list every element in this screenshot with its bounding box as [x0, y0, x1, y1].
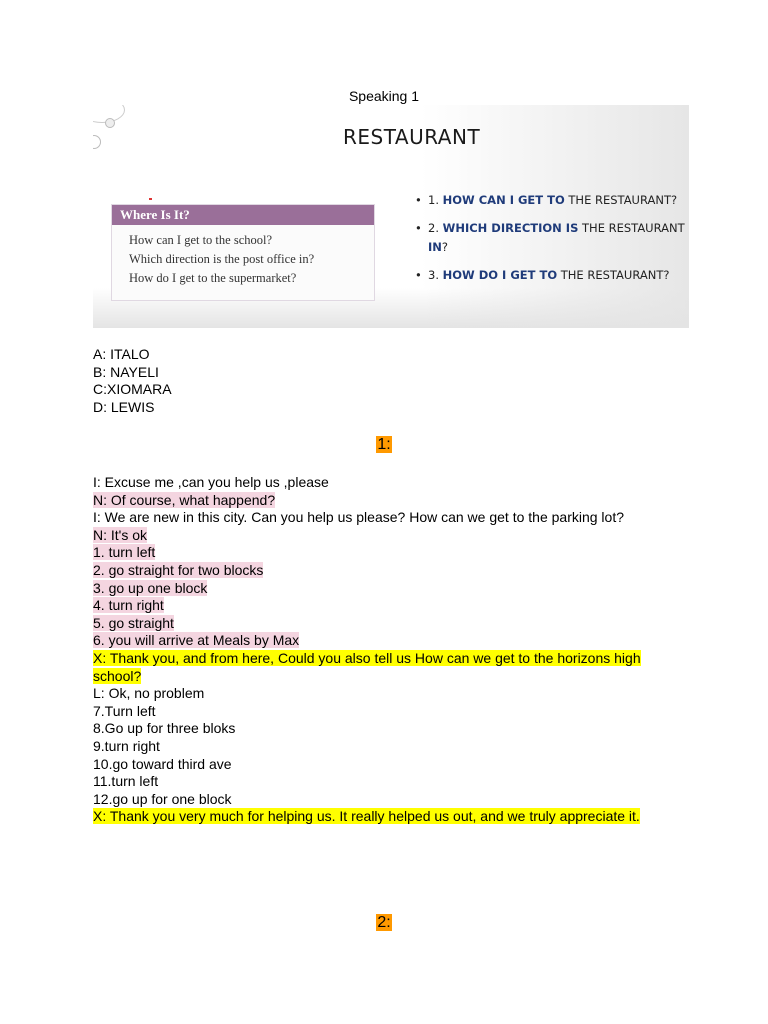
- question-number: 2.: [428, 221, 443, 235]
- question-rest-2: ?: [441, 240, 449, 254]
- student-roster: [93, 346, 172, 416]
- dialogue-text: 4. turn right: [93, 597, 164, 614]
- section-number: 1:: [377, 436, 391, 453]
- dialogue-line: [93, 808, 663, 826]
- dialogue-text: X: Thank you very much for helping us. It really helped us out, and we truly appreciate it.: [93, 808, 640, 825]
- book-line: How do I get to the supermarket?: [129, 271, 297, 285]
- page-header: Speaking 1: [348, 88, 420, 104]
- dialogue-text: N: Of course, what happend?: [93, 491, 276, 508]
- section-number: 2:: [377, 914, 391, 931]
- where-is-it-lines: [112, 225, 374, 288]
- dialogue-line: [93, 597, 663, 615]
- dialogue-line: [93, 791, 663, 809]
- bullet: •: [415, 193, 422, 207]
- dialogue-text: 6. you will arrive at Meals by Max: [93, 632, 300, 649]
- bullet: •: [415, 221, 422, 235]
- dialogue-line: [93, 703, 663, 721]
- where-is-it-box: [111, 204, 375, 301]
- dialogue-text: L: Ok, no problem: [93, 685, 205, 702]
- decorative-circle-edge: [93, 135, 101, 149]
- dialogue-line: [93, 509, 663, 527]
- dialogue-text: 5. go straight: [93, 614, 174, 631]
- decorative-circle-small: [105, 118, 115, 128]
- dialogue-text: I: Excuse me ,can you help us ,please: [93, 474, 329, 490]
- dialogue-text: X: Thank you, and from here, Could you also tell us How can we get to the horizons high school?: [93, 649, 641, 684]
- book-line: How can I get to the school?: [129, 233, 273, 247]
- dialogue-line: [93, 527, 663, 545]
- where-is-it-heading: Where Is It?: [112, 205, 374, 225]
- dialogue-text: 7.Turn left: [93, 702, 156, 719]
- dialogue-text: 9.turn right: [93, 737, 160, 754]
- question-rest: THE RESTAURANT?: [564, 193, 678, 207]
- dialogue: [93, 474, 663, 826]
- dialogue-text: 11.turn left: [93, 773, 159, 790]
- red-mark: [149, 198, 152, 200]
- book-line: Which direction is the post office in?: [129, 252, 315, 266]
- roster-entry: C:XIOMARA: [93, 381, 172, 397]
- question-number: 1.: [428, 193, 443, 207]
- slide-title: RESTAURANT: [343, 125, 481, 149]
- question-keyword: HOW CAN I GET TO: [442, 193, 565, 207]
- dialogue-line: [93, 738, 663, 756]
- question-item: [415, 191, 685, 210]
- section-heading-2: [0, 914, 768, 932]
- dialogue-text: 8.Go up for three bloks: [93, 720, 236, 737]
- roster-entry: B: NAYELI: [93, 363, 159, 380]
- roster-entry: D: LEWIS: [93, 398, 155, 415]
- dialogue-line: [93, 562, 663, 580]
- dialogue-line: [93, 650, 663, 685]
- question-number: 3.: [428, 268, 443, 282]
- dialogue-line: [93, 773, 663, 791]
- dialogue-text: 2. go straight for two blocks: [93, 561, 264, 578]
- dialogue-text: N: It's ok: [93, 526, 148, 543]
- question-item: [415, 266, 685, 285]
- question-keyword: WHICH DIRECTION IS: [442, 221, 579, 235]
- dialogue-line: [93, 544, 663, 562]
- question-keyword: HOW DO I GET TO: [442, 268, 558, 282]
- dialogue-line: [93, 615, 663, 633]
- dialogue-text: 1. turn left: [93, 544, 156, 561]
- dialogue-text: 10.go toward third ave: [93, 755, 232, 772]
- restaurant-slide-image: [93, 105, 689, 328]
- dialogue-text: I: We are new in this city. Can you help us please? How can we get to the parking lot?: [93, 509, 624, 526]
- question-rest: THE RESTAURANT?: [557, 268, 670, 282]
- question-keyword-2: IN: [428, 240, 442, 254]
- dialogue-line: [93, 492, 663, 510]
- dialogue-line: [93, 632, 663, 650]
- section-heading-1: [0, 436, 768, 454]
- dialogue-line: [93, 685, 663, 703]
- dialogue-line: [93, 756, 663, 774]
- dialogue-line: [93, 474, 663, 492]
- bullet: •: [415, 268, 422, 282]
- roster-entry: A: ITALO: [93, 346, 150, 362]
- restaurant-questions: [415, 191, 685, 294]
- question-item: [415, 219, 685, 257]
- dialogue-text: 3. go up one block: [93, 579, 208, 596]
- dialogue-line: [93, 580, 663, 598]
- question-rest: THE RESTAURANT: [578, 221, 685, 235]
- dialogue-text: 12.go up for one block: [93, 790, 232, 807]
- dialogue-line: [93, 720, 663, 738]
